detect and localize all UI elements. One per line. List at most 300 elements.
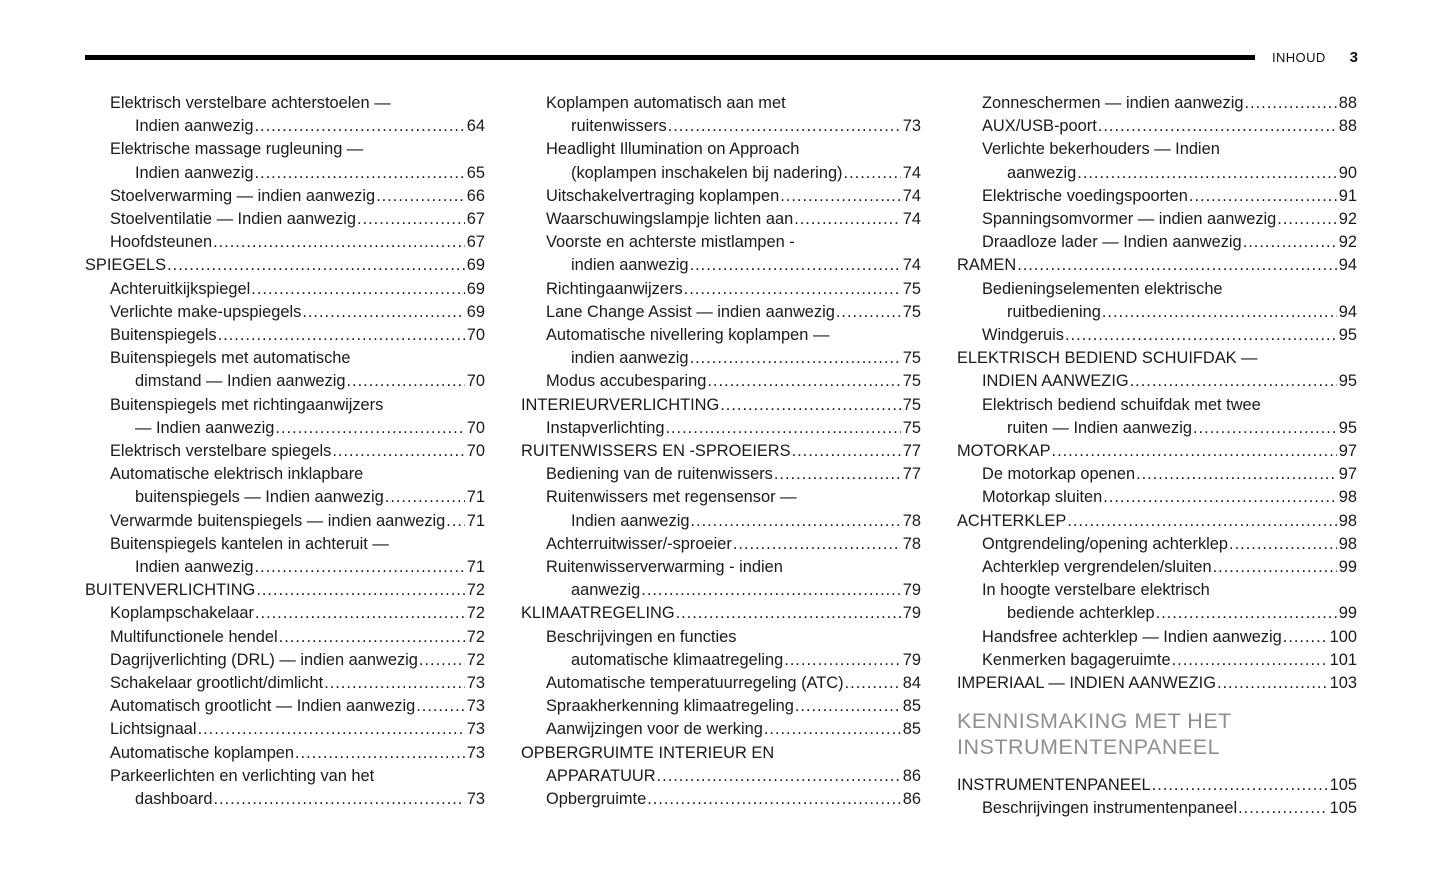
toc-entry-page-number: 91 <box>1338 186 1357 205</box>
toc-entry-page-number: 92 <box>1338 210 1357 229</box>
toc-entry-text: Opbergruimte <box>546 790 647 809</box>
toc-entry-text: MOTORKAP <box>957 442 1051 461</box>
toc-sub-entry[interactable] <box>521 695 921 718</box>
toc-entry-text: Voorste en achterste mistlampen - <box>546 233 795 252</box>
dot-leader <box>1103 486 1337 509</box>
toc-sub-entry[interactable] <box>957 278 1357 324</box>
dot-leader <box>1189 185 1337 208</box>
dot-leader <box>256 579 464 602</box>
toc-entry-page-number: 79 <box>902 650 921 669</box>
toc-entry-page-number: 88 <box>1338 94 1357 112</box>
toc-entry-page-number: 77 <box>902 465 921 484</box>
toc-entry-text: Elektrische massage rugleuning — <box>110 140 364 159</box>
toc-entry-text: Windgeruis <box>982 326 1064 345</box>
toc-columns <box>85 92 1358 821</box>
toc-chapter-entry[interactable] <box>521 440 921 463</box>
toc-entry-page-number: 73 <box>466 743 485 762</box>
header-section-label: INHOUD <box>1271 49 1326 65</box>
dot-leader <box>279 626 465 649</box>
toc-entry-page-number: 75 <box>902 418 921 437</box>
dot-leader <box>1172 649 1328 672</box>
toc-sub-entry[interactable] <box>85 394 485 440</box>
toc-sub-entry[interactable] <box>521 626 921 672</box>
toc-entry-text: INDIEN AANWEZIG <box>982 372 1129 391</box>
toc-column-1 <box>85 92 485 821</box>
toc-sub-entry[interactable] <box>85 185 485 208</box>
toc-sub-entry[interactable] <box>957 649 1357 672</box>
toc-entry-text: Buitenspiegels kantelen in achteruit — <box>110 534 389 553</box>
toc-entry-text: Automatische koplampen <box>110 743 295 762</box>
dot-leader <box>1277 208 1336 231</box>
dot-leader <box>1102 301 1337 324</box>
toc-sub-entry[interactable] <box>85 231 485 254</box>
toc-entry-page-number: 71 <box>466 558 485 577</box>
toc-entry-text: Koplampschakelaar <box>110 604 254 623</box>
dot-leader <box>1077 162 1337 185</box>
dot-leader <box>690 510 900 533</box>
dot-leader <box>707 370 900 393</box>
toc-chapter-entry[interactable] <box>85 254 485 277</box>
toc-entry-text: automatische klimaatregeling <box>571 650 784 669</box>
toc-entry-page-number: 84 <box>902 674 921 693</box>
dot-leader <box>647 788 901 811</box>
dot-leader <box>733 533 901 556</box>
toc-sub-entry[interactable] <box>85 695 485 718</box>
toc-entry-text: OPBERGRUIMTE INTERIEUR EN <box>521 743 775 762</box>
dot-leader <box>295 742 465 765</box>
dot-leader <box>275 417 464 440</box>
toc-entry-text: aanwezig <box>571 581 641 600</box>
toc-sub-entry[interactable] <box>957 324 1357 347</box>
toc-sub-entry[interactable] <box>521 788 921 811</box>
toc-sub-entry[interactable] <box>957 138 1357 184</box>
dot-leader <box>1193 417 1337 440</box>
toc-entry-page-number: 65 <box>466 163 485 182</box>
toc-entry-text: ruitbediening <box>1007 302 1101 321</box>
dot-leader <box>446 510 464 533</box>
section-heading-line: INSTRUMENTENPANEEL <box>957 735 1221 760</box>
dot-leader <box>419 649 465 672</box>
toc-sub-entry[interactable] <box>957 208 1357 231</box>
toc-entry-page-number: 64 <box>466 117 485 136</box>
toc-chapter-entry[interactable] <box>521 742 921 788</box>
dot-leader <box>332 440 464 463</box>
toc-entry-page-number: 86 <box>902 766 921 785</box>
toc-entry-text: APPARATUUR <box>546 766 656 785</box>
toc-entry-text: Verlichte make-upspiegels <box>110 302 302 321</box>
dot-leader <box>1152 774 1328 797</box>
dot-leader <box>1245 92 1337 115</box>
toc-entry-page-number: 92 <box>1338 233 1357 252</box>
dot-leader <box>213 788 464 811</box>
toc-entry-text: Buitenspiegels met richtingaanwijzers <box>110 395 384 414</box>
toc-entry-text: Achterruitwisser/-sproeier <box>546 534 732 553</box>
toc-entry-text: Verwarmde buitenspiegels — indien aanwezig <box>110 511 446 530</box>
toc-entry-text: INSTRUMENTENPANEEL <box>957 776 1151 795</box>
toc-entry-text: Hoofdsteunen <box>110 233 213 252</box>
toc-entry-text: ruitenwissers <box>571 117 667 136</box>
toc-sub-entry[interactable] <box>85 602 485 625</box>
dot-leader <box>836 301 901 324</box>
toc-entry-page-number: 70 <box>466 418 485 437</box>
toc-entry-page-number: 101 <box>1329 650 1357 669</box>
toc-sub-entry[interactable] <box>957 579 1357 625</box>
toc-sub-entry[interactable] <box>85 742 485 765</box>
toc-sub-entry[interactable] <box>957 533 1357 556</box>
dot-leader <box>218 324 465 347</box>
toc-sub-entry[interactable] <box>957 463 1357 486</box>
toc-entry-text: dimstand — Indien aanwezig <box>135 372 346 391</box>
toc-entry-text: Uitschakelvertraging koplampen <box>546 186 780 205</box>
toc-entry-text: Headlight Illumination on Approach <box>546 140 800 159</box>
toc-entry-page-number: 66 <box>466 186 485 205</box>
toc-entry-text: Achterklep vergrendelen/sluiten <box>982 558 1212 577</box>
toc-entry-page-number: 72 <box>466 604 485 623</box>
toc-entry-text: Multifunctionele hendel <box>110 627 278 646</box>
dot-leader <box>254 162 464 185</box>
toc-chapter-entry[interactable] <box>521 602 921 625</box>
toc-sub-entry[interactable] <box>957 92 1357 115</box>
toc-sub-entry[interactable] <box>521 231 921 277</box>
toc-sub-entry[interactable] <box>521 301 921 324</box>
toc-entry-text: Buitenspiegels <box>110 326 217 345</box>
dot-leader <box>254 115 464 138</box>
toc-sub-entry[interactable] <box>85 440 485 463</box>
toc-entry-text: Schakelaar grootlicht/dimlicht <box>110 674 324 693</box>
dot-leader <box>1213 556 1337 579</box>
dot-leader <box>690 254 901 277</box>
toc-entry-text: SPIEGELS <box>85 256 167 275</box>
dot-leader <box>357 208 465 231</box>
toc-entry-page-number: 105 <box>1329 776 1357 795</box>
toc-entry-text: Aanwijzingen voor de werking <box>546 720 763 739</box>
toc-entry-page-number: 73 <box>902 117 921 136</box>
toc-entry-page-number: 97 <box>1338 442 1357 461</box>
toc-entry-text: Automatische temperatuurregeling (ATC) <box>546 674 844 693</box>
toc-chapter-entry[interactable] <box>957 440 1357 463</box>
dot-leader <box>1052 440 1337 463</box>
toc-entry-page-number: 74 <box>902 163 921 182</box>
toc-sub-entry[interactable] <box>521 672 921 695</box>
toc-entry-text: Handsfree achterklep — Indien aanwezig <box>982 627 1282 646</box>
toc-entry-text: Achteruitkijkspiegel <box>110 279 251 298</box>
dot-leader <box>254 556 464 579</box>
toc-sub-entry[interactable] <box>85 649 485 672</box>
toc-entry-text: Draadloze lader — Indien aanwezig <box>982 233 1242 252</box>
dot-leader <box>1243 231 1337 254</box>
toc-sub-entry[interactable] <box>85 347 485 393</box>
toc-entry-page-number: 69 <box>466 279 485 298</box>
toc-entry-page-number: 67 <box>466 233 485 252</box>
toc-entry-page-number: 70 <box>466 372 485 391</box>
toc-entry-page-number: 79 <box>902 581 921 600</box>
toc-entry-text: ACHTERKLEP <box>957 511 1067 530</box>
toc-sub-entry[interactable] <box>85 510 485 533</box>
toc-sub-entry[interactable] <box>521 185 921 208</box>
toc-entry-page-number: 69 <box>466 256 485 275</box>
toc-sub-entry[interactable] <box>85 626 485 649</box>
toc-entry-page-number: 75 <box>902 302 921 321</box>
toc-entry-text: Ontgrendeling/opening achterklep <box>982 534 1229 553</box>
toc-sub-entry[interactable] <box>521 463 921 486</box>
toc-entry-text: Stoelventilatie — Indien aanwezig <box>110 210 357 229</box>
toc-entry-text: In hoogte verstelbare elektrisch <box>982 581 1210 600</box>
dot-leader <box>324 672 465 695</box>
toc-entry-text: Instapverlichting <box>546 418 665 437</box>
dot-leader <box>198 718 465 741</box>
toc-sub-entry[interactable] <box>957 185 1357 208</box>
toc-entry-page-number: 103 <box>1329 674 1357 693</box>
toc-entry-text: Indien aanwezig <box>135 163 254 182</box>
toc-entry-page-number: 69 <box>466 302 485 321</box>
toc-sub-entry[interactable] <box>85 301 485 324</box>
toc-entry-text: Automatisch grootlicht — Indien aanwezig <box>110 697 416 716</box>
toc-chapter-entry[interactable] <box>85 579 485 602</box>
toc-sub-entry[interactable] <box>957 394 1357 440</box>
dot-leader <box>302 301 464 324</box>
toc-entry-page-number: 71 <box>466 488 485 507</box>
toc-chapter-entry[interactable] <box>957 510 1357 533</box>
toc-entry-text: IMPERIAAL — INDIEN AANWEZIG <box>957 674 1216 693</box>
toc-sub-entry[interactable] <box>521 417 921 440</box>
toc-entry-page-number: 98 <box>1338 488 1357 507</box>
toc-entry-page-number: 77 <box>902 442 921 461</box>
dot-leader <box>668 115 901 138</box>
toc-entry-text: Verlichte bekerhouders — Indien <box>982 140 1220 159</box>
toc-entry-page-number: 85 <box>902 697 921 716</box>
toc-entry-text: Elektrisch bediend schuifdak met twee <box>982 395 1261 414</box>
toc-entry-text: indien aanwezig <box>571 256 689 275</box>
toc-entry-page-number: 95 <box>1338 372 1357 391</box>
toc-sub-entry[interactable] <box>957 486 1357 509</box>
toc-column-3 <box>957 92 1357 821</box>
toc-sub-entry[interactable] <box>957 626 1357 649</box>
toc-entry-page-number: 70 <box>466 326 485 345</box>
toc-sub-entry[interactable] <box>957 797 1357 820</box>
toc-entry-page-number: 95 <box>1338 418 1357 437</box>
toc-sub-entry[interactable] <box>521 138 921 184</box>
toc-entry-page-number: 98 <box>1338 534 1357 553</box>
toc-sub-entry[interactable] <box>85 672 485 695</box>
toc-sub-entry[interactable] <box>521 324 921 370</box>
toc-entry-text: Waarschuwingslampje lichten aan <box>546 210 794 229</box>
dot-leader <box>255 602 465 625</box>
toc-column-2 <box>521 92 921 821</box>
dot-leader <box>764 718 901 741</box>
toc-entry-text: De motorkap openen <box>982 465 1136 484</box>
toc-entry-text: Kenmerken bagageruimte <box>982 650 1171 669</box>
toc-entry-text: indien aanwezig <box>571 349 689 368</box>
toc-entry-text: KLIMAATREGELING <box>521 604 675 623</box>
toc-chapter-entry[interactable] <box>957 774 1357 797</box>
toc-entry-text: (koplampen inschakelen bij nadering) <box>571 163 843 182</box>
toc-sub-entry[interactable] <box>85 463 485 509</box>
dot-leader <box>1130 370 1337 393</box>
toc-entry-text: Beschrijvingen instrumentenpaneel <box>982 799 1238 818</box>
dot-leader <box>385 486 465 509</box>
section-heading-line: KENNISMAKING MET HET <box>957 709 1232 734</box>
toc-entry-page-number: 78 <box>902 534 921 553</box>
toc-entry-text: RUITENWISSERS EN -SPROEIERS <box>521 442 791 461</box>
dot-leader <box>1217 672 1328 695</box>
toc-entry-page-number: 105 <box>1329 799 1357 818</box>
dot-leader <box>641 579 901 602</box>
header-page-number: 3 <box>1349 48 1358 66</box>
toc-entry-page-number: 74 <box>902 210 921 229</box>
toc-sub-entry[interactable] <box>85 278 485 301</box>
toc-entry-text: Modus accubesparing <box>546 372 707 391</box>
dot-leader <box>213 231 465 254</box>
toc-entry-text: Koplampen automatisch aan met <box>546 94 786 112</box>
toc-entry-text: Automatische elektrisch inklapbare <box>110 465 364 484</box>
toc-entry-page-number: 74 <box>902 256 921 275</box>
toc-entry-text: AUX/USB-poort <box>982 117 1097 136</box>
toc-sub-entry[interactable] <box>957 556 1357 579</box>
dot-leader <box>1067 510 1336 533</box>
toc-entry-text: Indien aanwezig <box>135 117 254 136</box>
toc-entry-page-number: 72 <box>466 650 485 669</box>
dot-leader <box>676 602 901 625</box>
dot-leader <box>792 440 901 463</box>
toc-sub-entry[interactable] <box>957 231 1357 254</box>
dot-leader <box>780 185 901 208</box>
dot-leader <box>657 765 901 788</box>
section-heading <box>957 708 1357 760</box>
toc-entry-text: Lane Change Assist — indien aanwezig <box>546 302 835 321</box>
toc-entry-text: Elektrische voedingspoorten <box>982 186 1188 205</box>
toc-entry-page-number: 94 <box>1338 256 1357 275</box>
toc-entry-page-number: 78 <box>902 511 921 530</box>
toc-entry-page-number: 71 <box>466 511 485 530</box>
dot-leader <box>1136 463 1337 486</box>
dot-leader <box>346 370 464 393</box>
toc-entry-page-number: 99 <box>1338 604 1357 623</box>
dot-leader <box>1098 115 1337 138</box>
toc-entry-text: dashboard <box>135 790 213 809</box>
toc-entry-text: bediende achterklep <box>1007 604 1155 623</box>
dot-leader <box>845 672 901 695</box>
toc-entry-text: — Indien aanwezig <box>135 418 275 437</box>
toc-entry-text: Lichtsignaal <box>110 720 197 739</box>
toc-sub-entry[interactable] <box>85 533 485 579</box>
toc-entry-page-number: 75 <box>902 279 921 298</box>
toc-entry-text: Ruitenwisserverwarming - indien <box>546 558 783 577</box>
dot-leader <box>690 347 901 370</box>
toc-entry-text: Dagrijverlichting (DRL) — indien aanwezig <box>110 650 418 669</box>
dot-leader <box>795 695 901 718</box>
toc-entry-page-number: 98 <box>1338 511 1357 530</box>
toc-entry-text: BUITENVERLICHTING <box>85 581 256 600</box>
dot-leader <box>1017 254 1337 277</box>
toc-sub-entry[interactable] <box>521 486 921 532</box>
dot-leader <box>720 394 901 417</box>
toc-entry-text: Spraakherkenning klimaatregeling <box>546 697 794 716</box>
toc-entry-page-number: 86 <box>902 790 921 809</box>
toc-entry-page-number: 97 <box>1338 465 1357 484</box>
toc-sub-entry[interactable] <box>521 533 921 556</box>
toc-chapter-entry[interactable] <box>521 394 921 417</box>
toc-entry-page-number: 75 <box>902 349 921 368</box>
toc-sub-entry[interactable] <box>85 765 485 811</box>
toc-entry-page-number: 75 <box>902 395 921 414</box>
dot-leader <box>774 463 901 486</box>
toc-entry-page-number: 72 <box>466 581 485 600</box>
toc-entry-page-number: 73 <box>466 674 485 693</box>
toc-sub-entry[interactable] <box>521 556 921 602</box>
dot-leader <box>1238 797 1328 820</box>
toc-entry-text: RAMEN <box>957 256 1017 275</box>
toc-sub-entry[interactable] <box>85 324 485 347</box>
dot-leader <box>844 162 901 185</box>
toc-chapter-entry[interactable] <box>957 672 1357 695</box>
dot-leader <box>1283 626 1328 649</box>
toc-entry-page-number: 74 <box>902 186 921 205</box>
toc-entry-text: INTERIEURVERLICHTING <box>521 395 720 414</box>
toc-sub-entry[interactable] <box>85 208 485 231</box>
toc-entry-text: Bedieningselementen elektrische <box>982 279 1223 298</box>
toc-entry-page-number: 75 <box>902 372 921 391</box>
toc-entry-page-number: 88 <box>1338 117 1357 136</box>
toc-entry-text: ruiten — Indien aanwezig <box>1007 418 1192 437</box>
toc-entry-page-number: 95 <box>1338 326 1357 345</box>
toc-entry-page-number: 100 <box>1329 627 1357 646</box>
toc-entry-text: Richtingaanwijzers <box>546 279 683 298</box>
dot-leader <box>1229 533 1337 556</box>
toc-chapter-entry[interactable] <box>957 254 1357 277</box>
toc-entry-text: buitenspiegels — Indien aanwezig <box>135 488 384 507</box>
toc-chapter-entry[interactable] <box>957 347 1357 393</box>
toc-entry-text: Spanningsomvormer — indien aanwezig <box>982 210 1277 229</box>
toc-entry-page-number: 73 <box>466 697 485 716</box>
toc-entry-text: Motorkap sluiten <box>982 488 1103 507</box>
toc-entry-text: Elektrisch verstelbare achterstoelen — <box>110 94 391 112</box>
toc-sub-entry[interactable] <box>521 718 921 741</box>
toc-entry-page-number: 70 <box>466 442 485 461</box>
dot-leader <box>251 278 464 301</box>
toc-sub-entry[interactable] <box>521 208 921 231</box>
dot-leader <box>665 417 900 440</box>
toc-entry-text: Elektrisch verstelbare spiegels <box>110 442 332 461</box>
toc-entry-page-number: 94 <box>1338 302 1357 321</box>
toc-entry-page-number: 79 <box>902 604 921 623</box>
toc-entry-text: Stoelverwarming — indien aanwezig <box>110 186 376 205</box>
toc-entry-text: aanwezig <box>1007 163 1077 182</box>
toc-entry-page-number: 99 <box>1338 558 1357 577</box>
page-header <box>85 48 1358 66</box>
toc-entry-text: Indien aanwezig <box>571 511 690 530</box>
toc-entry-text: Beschrijvingen en functies <box>546 627 737 646</box>
toc-sub-entry[interactable] <box>85 718 485 741</box>
toc-sub-entry[interactable] <box>85 138 485 184</box>
header-rule <box>85 55 1255 60</box>
toc-entry-page-number: 90 <box>1338 163 1357 182</box>
toc-sub-entry[interactable] <box>85 92 485 138</box>
dot-leader <box>167 254 465 277</box>
dot-leader <box>376 185 465 208</box>
toc-entry-text: Parkeerlichten en verlichting van het <box>110 766 375 785</box>
toc-entry-text: ELEKTRISCH BEDIEND SCHUIFDAK — <box>957 349 1258 368</box>
toc-entry-text: Zonneschermen — indien aanwezig <box>982 94 1244 112</box>
toc-entry-page-number: 73 <box>466 790 485 809</box>
toc-sub-entry[interactable] <box>521 370 921 393</box>
toc-entry-text: Bediening van de ruitenwissers <box>546 465 773 484</box>
toc-sub-entry[interactable] <box>521 278 921 301</box>
toc-entry-page-number: 72 <box>466 627 485 646</box>
dot-leader <box>784 649 900 672</box>
toc-sub-entry[interactable] <box>957 115 1357 138</box>
toc-sub-entry[interactable] <box>521 92 921 138</box>
dot-leader <box>794 208 901 231</box>
